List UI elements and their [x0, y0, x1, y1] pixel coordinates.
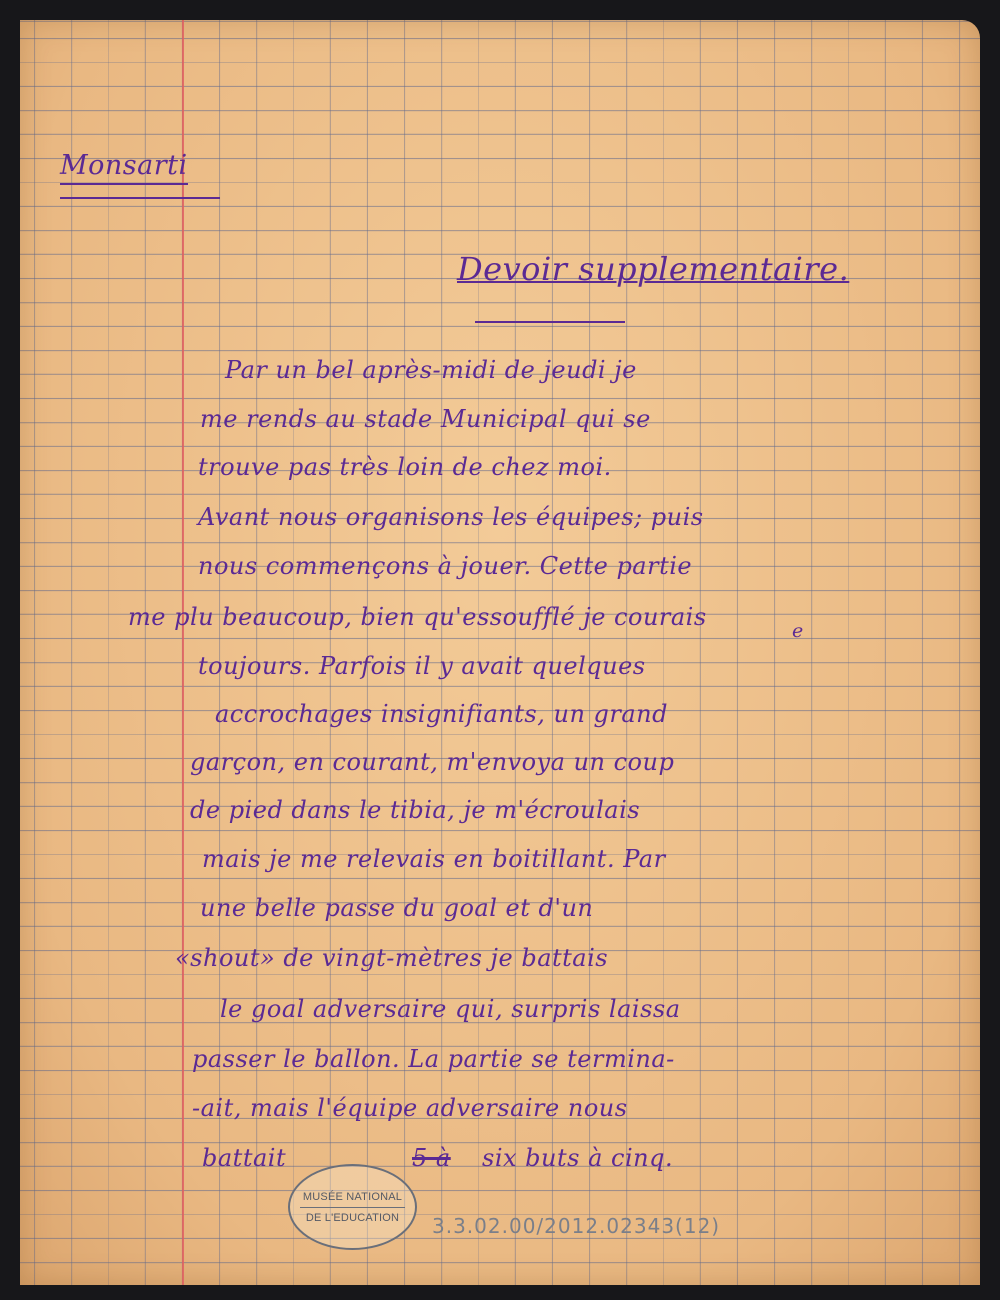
text-line: Avant nous organisons les équipes; puis: [198, 503, 704, 531]
stamp-line-2: DE L'EDUCATION: [305, 1211, 400, 1224]
text-line: Par un bel après-midi de jeudi je: [225, 356, 637, 384]
text-line: une belle passe du goal et d'un: [200, 894, 594, 922]
shelfmark-number: 3.3.02.00/2012.02343(12): [432, 1214, 721, 1238]
text-line: me plu beaucoup, bien qu'essoufflé je courais: [128, 603, 707, 631]
text-line: «shout» de vingt-mètres je battais: [175, 944, 609, 972]
text-line: mais je me relevais en boitillant. Par: [202, 845, 666, 873]
text-line: me rends au stade Municipal qui se: [200, 405, 651, 433]
text-line: toujours. Parfois il y avait quelques: [198, 652, 646, 680]
title-underline: [475, 321, 625, 323]
stamp-line-1: MUSÉE NATIONAL: [302, 1190, 403, 1203]
text-line: -ait, mais l'équipe adversaire nous: [192, 1094, 628, 1122]
text-line: garçon, en courant, m'envoya un coup: [190, 748, 675, 776]
student-name: Monsarti: [60, 150, 188, 185]
text-line: passer le ballon. La partie se termina-: [192, 1045, 675, 1073]
text-line: six buts à cinq.: [482, 1144, 674, 1172]
text-line: battait: [202, 1144, 287, 1172]
margin-line: [182, 20, 184, 1285]
struck-out-text: 5 à: [412, 1144, 451, 1172]
text-line: le goal adversaire qui, surpris laissa: [220, 995, 681, 1023]
museum-stamp: [288, 1164, 417, 1250]
text-line: accrochages insignifiants, un grand: [215, 700, 669, 728]
assignment-title: Devoir supplementaire.: [457, 250, 850, 288]
name-underline: [60, 197, 220, 199]
notebook-page: [20, 20, 980, 1285]
text-line: trouve pas très loin de chez moi.: [198, 453, 612, 481]
stamp-divider: [300, 1207, 405, 1208]
inserted-letter: e: [792, 620, 804, 642]
text-line: de pied dans le tibia, je m'écroulais: [190, 796, 641, 824]
text-line: nous commençons à jouer. Cette partie: [198, 552, 693, 580]
